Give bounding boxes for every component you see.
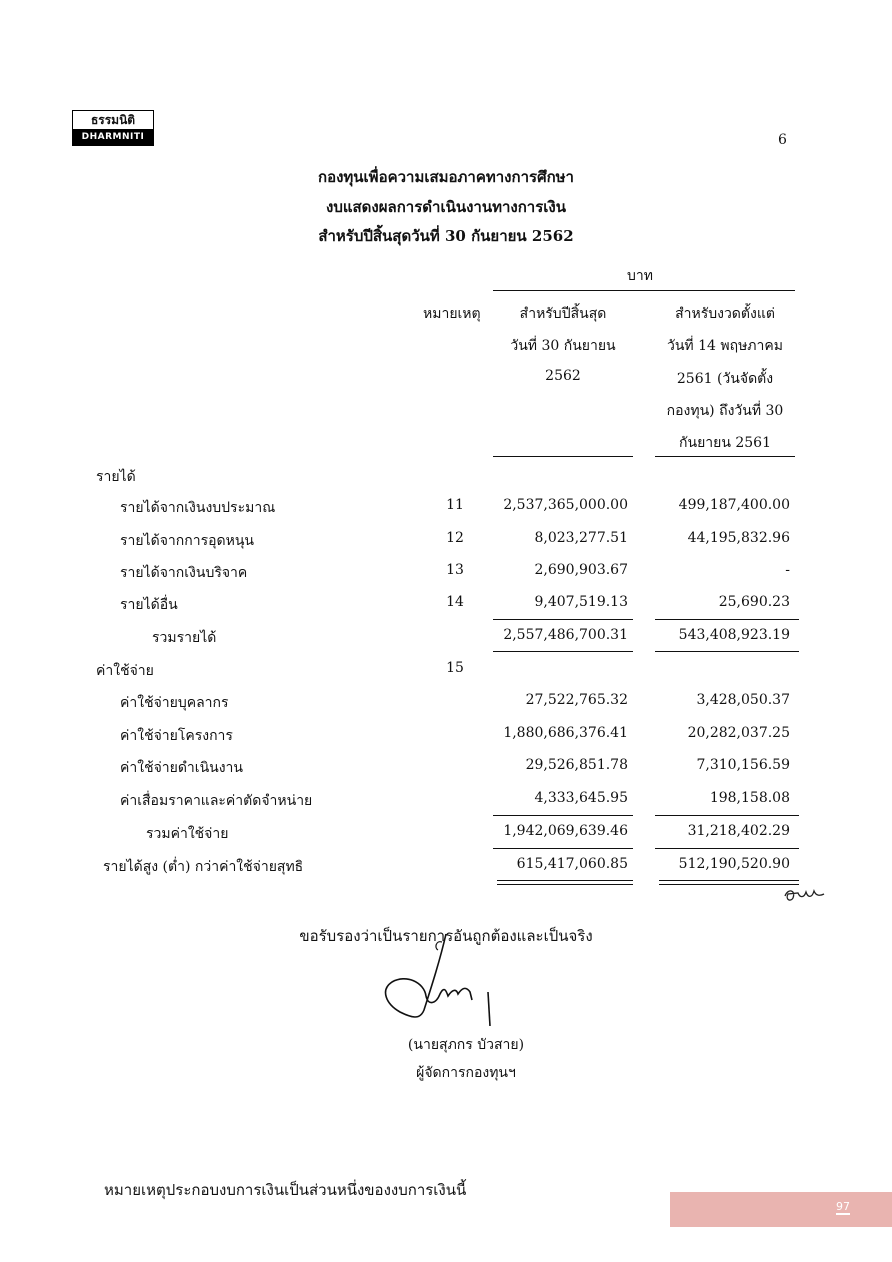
total-line [655, 848, 799, 849]
subtotal-line [655, 619, 799, 620]
printed-page-badge [670, 1192, 892, 1227]
row-label: ค่าใช้จ่าย [96, 663, 154, 679]
row-value-2561: 499,187,400.00 [678, 497, 790, 513]
row-value-2561: 31,218,402.29 [687, 823, 790, 839]
logo-thai-text: ธรรมนิติ [72, 110, 154, 129]
row-label: ค่าใช้จ่ายดำเนินงาน [120, 760, 243, 776]
page-number: 6 [778, 132, 787, 148]
row-label: ค่าเสื่อมราคาและค่าตัดจำหน่าย [120, 793, 313, 809]
row-note: 15 [446, 660, 464, 676]
row-note: 14 [446, 594, 464, 610]
row-note: 13 [446, 562, 464, 578]
row-value-2562: 615,417,060.85 [516, 856, 628, 872]
row-label: รายได้จากการอุดหนุน [120, 533, 254, 549]
row-note: 12 [446, 530, 464, 546]
row-value-2562: 4,333,645.95 [534, 790, 628, 806]
row-value-2561: 512,190,520.90 [678, 856, 790, 872]
row-value-2562: 1,942,069,639.46 [503, 823, 628, 839]
row-value-2562: 27,522,765.32 [525, 692, 628, 708]
note-column-header: หมายเหตุ [423, 306, 481, 322]
row-value-2562: 2,537,365,000.00 [503, 497, 628, 513]
signature-mark [380, 930, 500, 1030]
row-value-2562: 29,526,851.78 [525, 757, 628, 773]
footnote: หมายเหตุประกอบงบการเงินเป็นส่วนหนึ่งของงบการเงินนี้ [104, 1181, 467, 1199]
row-value-2562: 1,880,686,376.41 [503, 725, 628, 741]
row-value-2561: 7,310,156.59 [696, 757, 790, 773]
signatory-name: (นายสุภกร บัวสาย) [407, 1037, 525, 1053]
row-label: รายได้สูง (ต่ำ) กว่าค่าใช้จ่ายสุทธิ [103, 859, 304, 875]
row-value-2561: 20,282,037.25 [687, 725, 790, 741]
dharmniti-logo [72, 110, 154, 146]
row-note: 11 [446, 497, 464, 513]
subtotal-line [655, 815, 799, 816]
row-value-2561: 44,195,832.96 [687, 530, 790, 546]
row-value-2562: 9,407,519.13 [534, 594, 628, 610]
period-title: สำหรับปีสิ้นสุดวันที่ 30 กันยายน 2562 [318, 227, 574, 245]
fund-name-title: กองทุนเพื่อความเสมอภาคทางการศึกษา [318, 168, 574, 186]
row-value-2562: 8,023,277.51 [534, 530, 628, 546]
row-value-2561: 198,158.08 [709, 790, 790, 806]
subtotal-line [493, 619, 633, 620]
row-label: รายได้ [96, 469, 136, 485]
currency-label: บาท [627, 268, 653, 284]
row-label: ค่าใช้จ่ายโครงการ [120, 728, 233, 744]
currency-underline [493, 290, 795, 291]
grand-total-double-line [659, 880, 799, 885]
row-value-2562: 2,557,486,700.31 [503, 627, 628, 643]
row-label: รวมค่าใช้จ่าย [146, 826, 229, 842]
row-value-2561: - [785, 562, 790, 578]
statement-title: งบแสดงผลการดำเนินงานทางการเงิน [326, 198, 566, 216]
certification-statement: ขอรับรองว่าเป็นรายการอันถูกต้องและเป็นจริง [299, 927, 593, 945]
total-line [655, 651, 799, 652]
row-label: รายได้จากเงินบริจาค [120, 565, 248, 581]
logo-english-text: DHARMNITI [72, 129, 154, 146]
row-value-2561: 25,690.23 [718, 594, 790, 610]
column2-header-underline [655, 456, 795, 457]
subtotal-line [493, 815, 633, 816]
signatory-title: ผู้จัดการกองทุนฯ [416, 1065, 516, 1081]
row-label: ค่าใช้จ่ายบุคลากร [120, 695, 229, 711]
printed-page-number: 97 [836, 1200, 850, 1213]
row-label: รายได้จากเงินงบประมาณ [120, 500, 276, 516]
initials-mark [782, 884, 828, 904]
row-label: รวมรายได้ [152, 630, 217, 646]
column1-header-underline [493, 456, 633, 457]
total-line [493, 848, 633, 849]
total-line [493, 651, 633, 652]
row-value-2561: 543,408,923.19 [678, 627, 790, 643]
grand-total-double-line [497, 880, 633, 885]
row-value-2562: 2,690,903.67 [534, 562, 628, 578]
row-value-2561: 3,428,050.37 [696, 692, 790, 708]
row-label: รายได้อื่น [120, 597, 178, 613]
